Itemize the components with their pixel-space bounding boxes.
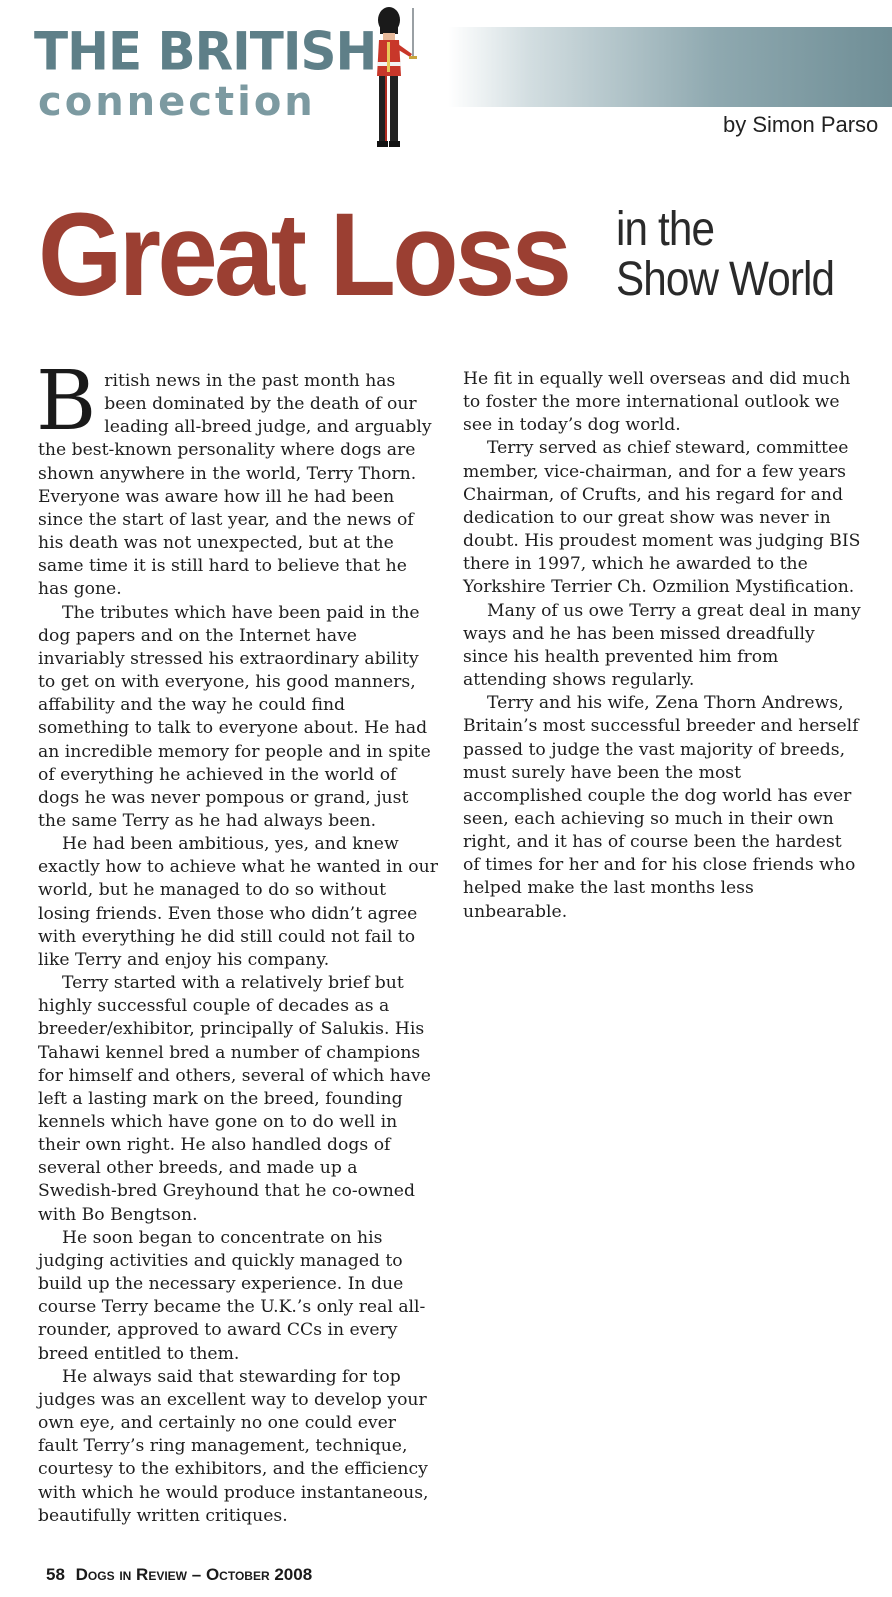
- paragraph: Terry served as chief steward, committee member, vice-chairman, and for a few years Chairman, of Crufts, and his regard for and dedication to our great show was never in doubt. His proudest moment was judging BIS there in 1997, which he awarded to the Yorkshire Terrier Ch. Ozmilion Mystification.: [463, 438, 861, 598]
- paragraph: Terry and his wife, Zena Thorn Andrews, Britain’s most successful breeder and herself passed to judge the vast majority of breeds, must surely have been the most accomplished couple the dog world has ever seen, each achieving so much in their own right, and it has of course been the hardest of times for her and for his close friends who helped make the last months less unbearable.: [463, 693, 859, 922]
- header-band: [448, 27, 892, 107]
- footer-separator: –: [191, 1565, 202, 1584]
- paragraph: British news in the past month has been dominated by the death of our leading all-breed judge, and arguably the best-known personality where dogs are shown anywhere in the world, Terry Thorn. Everyone was aware how ill he had been since the start of last year, and the news of his death was not unexpected, but at the same time it is still hard to believe that he has gone.: [36, 354, 432, 600]
- issue-date: October 2008: [205, 1565, 313, 1584]
- paragraph: He had been ambitious, yes, and knew exactly how to achieve what he wanted in our world, but he managed to do so without losing friends. Even those who didn’t agree with everything he did still could not fail to like Terry and enjoy his company.: [38, 834, 438, 970]
- brand-subtitle: connection: [38, 79, 316, 125]
- paragraph: Terry started with a relatively brief but highly successful couple of decades as a breeder/exhibitor, principally of Salukis. His Tahawi kennel bred a number of champions for himself and others, several of which have left a lasting mark on the breed, founding kennels which have gone on to do well in their own right. He also handled dogs of several other breeds, and made up a Swedish-bred Greyhound that he co-owned with Bo Bengtson.: [38, 973, 431, 1225]
- paragraph: Many of us owe Terry a great deal in many ways and he has been missed dreadfully since his health prevented him from attending shows regularly.: [463, 600, 861, 691]
- paragraph: The tributes which have been paid in the dog papers and on the Internet have invariably stressed his extraordinary ability to get on with everyone, his good manners, affability and the way he could find something to talk to everyone about. He had an incredible memory for people and in spite of everything he achieved in the world of dogs he was never pompous or grand, just the same Terry as he had always been.: [38, 602, 431, 831]
- article-column-left: [36, 354, 440, 1528]
- paragraph: He soon began to concentrate on his judging activities and quickly managed to build up the necessary experience. In due course Terry became the U.K.’s only real all-rounder, approved to award CCs in every breed entitled to them.: [38, 1227, 426, 1364]
- article-title: Great Loss: [38, 189, 569, 321]
- article-subtitle: [616, 205, 834, 305]
- page-number: 58: [46, 1565, 65, 1584]
- section-brand: [34, 20, 376, 124]
- royal-guard-icon: [372, 6, 422, 154]
- subtitle-line-2: Show World: [616, 253, 835, 306]
- paragraph: He fit in equally well overseas and did much to foster the more international outlook we see in today’s dog world.: [463, 369, 851, 436]
- drop-cap: B: [36, 354, 97, 449]
- paragraph: He always said that stewarding for top judges was an excellent way to develop your own eye, and certainly no one could ever fault Terry’s ring management, technique, courtesy to the exhibitors, and the efficiency with which he would produce instantaneous, beautifully written critiques.: [38, 1366, 429, 1526]
- article-column-right: [463, 368, 863, 924]
- brand-title: THE BRITISH: [34, 21, 377, 82]
- page-footer: [46, 1565, 312, 1585]
- byline: by Simon Parso: [723, 112, 879, 137]
- subtitle-line-1: in the: [616, 203, 715, 256]
- publication-name: Dogs in Review: [75, 1565, 187, 1584]
